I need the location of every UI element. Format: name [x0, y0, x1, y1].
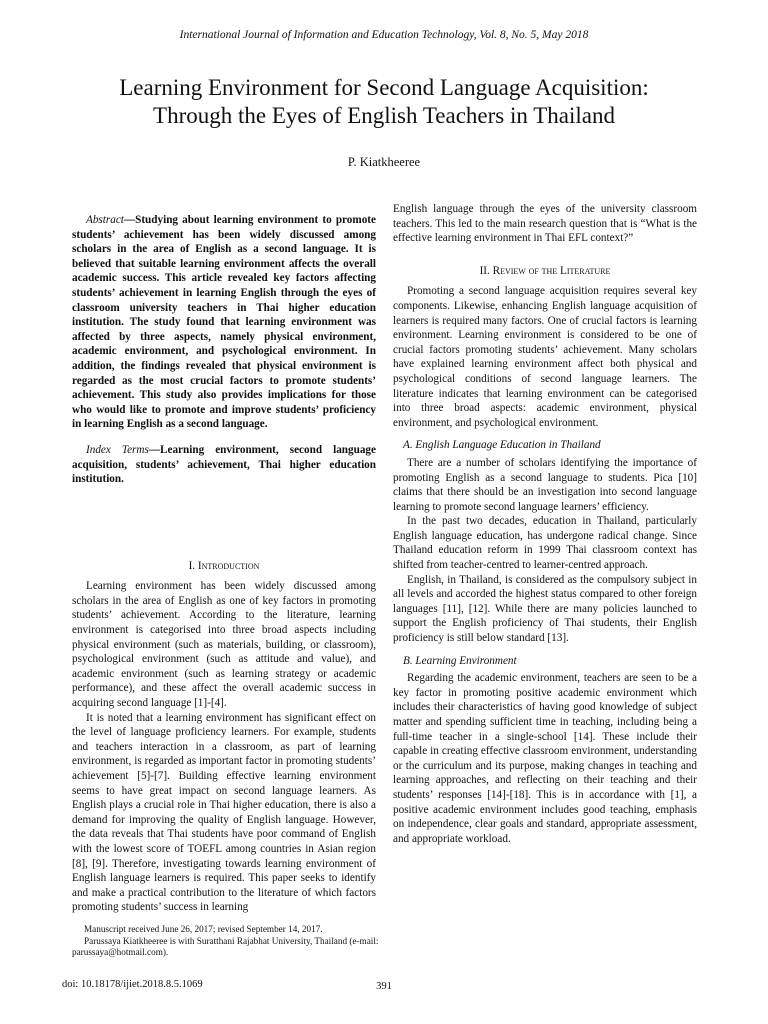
index-terms-lead: Index Terms [86, 443, 149, 456]
footnote-received: Manuscript received June 26, 2017; revised September 14, 2017. [84, 924, 323, 934]
title-line-1: Learning Environment for Second Language Acquisition: [119, 75, 649, 100]
intro-paragraph-1: Learning environment has been widely discussed among scholars in the area of English as one of key factors in promoting students’ achievement. According to the literature, learning environment is categorised into three broad aspects including physical environment (such as materials, building, or classroom), psychological environment (such as attitude and value), and academic environment (such as learning strategy or academic performance), and these affect the overall academic success in acquiring second language [1]-[4]. [72, 580, 376, 710]
journal-header: International Journal of Information and Education Technology, Vol. 8, No. 5, May 2018 [179, 29, 589, 41]
english-education-paragraph-1: There are a number of scholars identifying the importance of promoting English as a second language to students. Pica [10] claims that there should be an investigation into second language learning to promote second language learners’ efficiency. [393, 456, 697, 513]
subsection-heading-learning-environment: B. Learning Environment [403, 654, 517, 667]
section-heading-introduction: I. Introduction [188, 559, 260, 572]
learning-environment-paragraph-1: Regarding the academic environment, teachers are seen to be a key factor in promoting positive academic environment which includes their characteristics of having good knowledge of subject matter and spending sufficient time in teaching, including being a full-time teacher in a single-school [14]. These include their capable in creating effective classroom environment, understanding or the curriculum and its purpose, making changes in teaching and learning approaches, and reflecting on their teaching and their students’ responses [14]-[18]. This is in accordance with [1], a positive academic environment includes good teaching, emphasis on independence, clear goals and standard, appropriate assessment, and appropriate workload. [393, 672, 697, 845]
english-education-paragraph-2: In the past two decades, education in Thailand, particularly English language education, has undergone radical change. Since Thailand education reform in 1999 Thai classroom context has shifted from teacher-centred to learner-centred approach. [393, 515, 697, 572]
abstract [72, 213, 376, 432]
intro-paragraph-2: It is noted that a learning environment has significant effect on the level of language proficiency learners. For example, students and teachers interaction in a classroom, as part of learning environment, is regarded as important factor in promoting students’ achievement [5]-[7]. Building effective learning environment seems to have great impact on second language learners. As English plays a crucial role in Thai higher education, there is also a demand for improving the quality of English language. However, the data reveals that Thai students have poor command of English with the lowest score of TOEFL among countries in Asian region [8], [9]. Therefore, investigating towards learning environment of English language learners is required. This paper seeks to identify and make a practical contribution to the literature of which factors promoting students’ success in learning [72, 711, 376, 914]
review-paragraph-1: Promoting a second language acquisition requires several key components. Likewise, enhancing English language acquisition of learners is required many factors. One of crucial factors is learning environment. Learning environment is considered to be one of crucial factors promoting students’ achievement. Many scholars have explained learning environment affect both physical and psychological conditions of second language learners. The literature indicates that learning environment can be categorised into three broad aspects: academic environment, physical environment, and psychological environment. [393, 285, 697, 429]
index-terms-text: —Learning environment, second language acquisition, students’ achievement, Thai higher education institution. [72, 443, 376, 486]
english-education-paragraph-3: English, in Thailand, is considered as the compulsory subject in all levels and accorded the highest status compared to other foreign languages [11], [12]. While there are many policies launched to support the English proficiency of Thai students, their English proficiency is still below standard [13]. [393, 573, 697, 645]
author-name: P. Kiatkheeree [347, 155, 421, 169]
index-terms [72, 443, 376, 487]
page-number: 391 [376, 981, 392, 992]
paper-title [40, 74, 728, 130]
footnotes [72, 924, 382, 959]
subsection-heading-english-education: A. English Language Education in Thailand [403, 439, 601, 452]
title-line-2: Through the Eyes of English Teachers in Thailand [153, 103, 615, 128]
section-heading-literature-review: II. Review of the Literature [479, 264, 611, 277]
abstract-lead: Abstract [86, 214, 124, 226]
footnote-affiliation: Parussaya Kiatkheeree is with Suratthani Rajabhat University, Thailand (e-mail: parussaya@hotmail.com). [72, 935, 379, 957]
right-column [393, 202, 697, 962]
intro-paragraph-continued: English language through the eyes of the university classroom teachers. This led to the main research question that is “What is the effective learning environment in Thai EFL context?” [393, 203, 697, 245]
doi: doi: 10.18178/ijiet.2018.8.5.1069 [62, 979, 203, 990]
abstract-text: —Studying about learning environment to promote students’ achievement has been widely discussed among scholars in the area of English as a second language. It is believed that suitable learning environment affects the overall academic success. This article revealed key factors affecting students’ achievement in learning English through the eyes of classroom university teachers in Thai higher education institution. The study found that learning environment was affected by three aspects, namely physical environment, academic environment, and psychological environment. In addition, the findings revealed that physical environment is regarded as the most crucial factors to promote students’ achievement. This study also provides implications for those who would like to promote and improve students’ proficiency in learning English as a second language. [72, 214, 376, 431]
left-column [72, 202, 376, 914]
